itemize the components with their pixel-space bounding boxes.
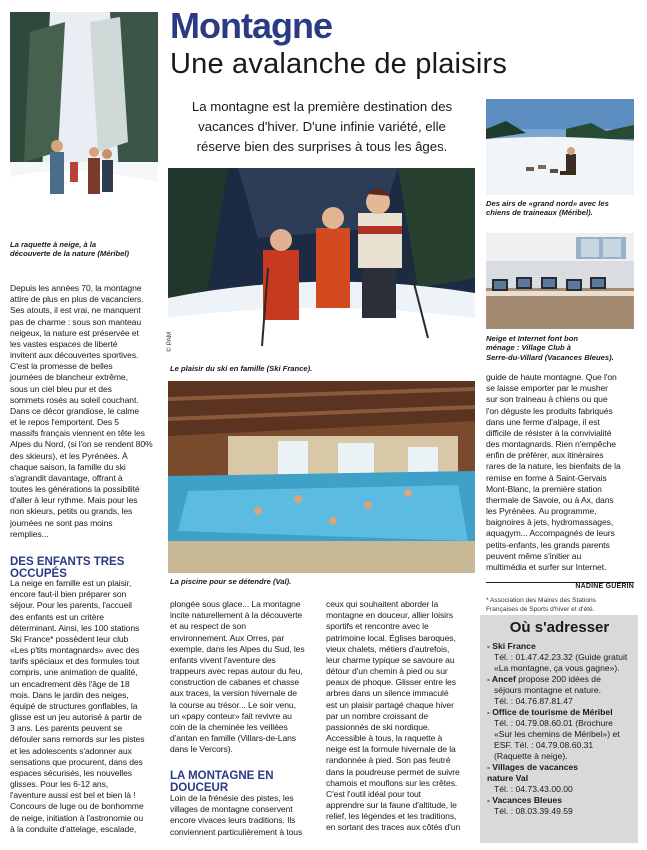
col3-line: sportifs et rencontre avec le (326, 621, 429, 632)
col3-line: arbres dans un silence immaculé (326, 688, 449, 699)
footnote (486, 597, 636, 615)
address-org: nature Val (487, 773, 529, 783)
address-line (487, 773, 632, 784)
col2-line: enfants vivent l'aventure des (170, 654, 276, 665)
col1-line: neigeux, la nature est préservée et (10, 327, 139, 338)
col1-line: l'aventure aussi est bel et bien là ! (10, 790, 136, 801)
col4-line: sur son traineau à chiens ou que (486, 394, 608, 405)
column-1-continued (10, 578, 162, 835)
col3-line: ceux qui souhaitent aborder la (326, 599, 439, 609)
col2-line: exemple, dans les Alpes du Sud, les (170, 643, 305, 654)
col1-line: déterminant. Ainsi, les 100 stations (10, 622, 140, 633)
col2-line: et au respect de son (170, 621, 246, 632)
col1-line: toutes les générations la possibilité (10, 484, 140, 495)
col2-line: plongée sous glace... La montagne (170, 599, 301, 609)
photo-internet (486, 233, 634, 329)
caption-internet (486, 334, 636, 362)
col1-line: mois. Dans le jardin des neiges, (10, 689, 129, 700)
address-text: «Sur les chemins de Méribel») et (494, 729, 620, 739)
col4-line: se laisse emporter par le musher (486, 383, 608, 394)
col1-line: sous un ciel bleu pur et des (10, 383, 112, 394)
address-line (487, 718, 632, 729)
address-line (487, 795, 632, 806)
col1-line: et les adolescents s'adonner aux (10, 745, 132, 756)
col4-line: enfin de préférer, aux itinéraires (486, 450, 604, 461)
col1-line: équipé de structures gonflables, la (10, 700, 138, 711)
address-org: - Vacances Bleues (487, 795, 563, 805)
col3-line: chamois et mouflons sur les crêtes. (326, 777, 458, 788)
caption-line: chiens de traineaux (Méribel). (486, 208, 593, 218)
col4-line: Mont-Blanc, la première station (486, 483, 602, 494)
photo-dogsled (486, 99, 634, 195)
col2-line: Loin de la frénésie des pistes, les (170, 793, 294, 803)
col4-line: l'on déguste les produits fabriqués (486, 405, 613, 416)
col1-line: des enfants est un critère (10, 611, 104, 622)
col1-line: 3 ans. Les parents peuvent se (10, 723, 123, 734)
address-text: Tél. : 01.47.42.23.32 (Guide gratuit (494, 652, 628, 662)
col3-line: leur charme typique se savoure au (326, 654, 455, 665)
col3-line: apprendre sur la faune d'altitude, le (326, 800, 457, 811)
col3-line: neige est la formule hivernale de la (326, 744, 456, 755)
address-text: «La montagne, ça vous gagne»). (494, 663, 620, 673)
caption-pool: La piscine pour se détendre (Val). (170, 577, 292, 586)
address-line (487, 663, 632, 674)
lead-paragraph (172, 97, 472, 156)
address-text: Tél. : 08.03.39.49.59 (494, 806, 573, 816)
col4-line: remise en forme à Saint-Gervais (486, 472, 607, 483)
kicker: Montagne (170, 5, 332, 46)
column-4 (486, 372, 638, 573)
col1-line: des skieurs), et les Pyrénées. À (10, 450, 128, 461)
col1-line: compris, une animation de qualité, (10, 667, 138, 678)
col4-line: petits-enfants, les grands parents (486, 539, 610, 550)
address-text: Tél. : 04.79.08.60.01 (Brochure (494, 718, 613, 728)
caption-family-ski: Le plaisir du ski en famille (Ski France). (170, 364, 313, 373)
address-line (487, 784, 632, 795)
address-org: - Office de tourisme de Méribel (487, 707, 613, 717)
col1-line: non skieurs, petits ou grands, les (10, 506, 133, 517)
lead-line: vacances d'hiver. D'une infinie variété, elle (198, 118, 446, 134)
col3-line: en sortant des traces aux côtés d'un (326, 822, 461, 833)
col4-line: des montagnards. Rien n'empêche (486, 439, 616, 450)
address-line (487, 641, 632, 652)
address-line (487, 696, 632, 707)
col1-line: attire de plus en plus de vacanciers. (10, 294, 144, 305)
col3-line: par un nombre croissant de (326, 710, 429, 721)
col3-line: randonnée à pied. Son pas feutré (326, 755, 451, 766)
col4-line: baignoires à jets, hydromassages, (486, 517, 614, 528)
caption-line: découverte de la nature (Méribel) (10, 249, 130, 259)
caption-line: La raquette à neige, à la (10, 240, 97, 249)
address-line (487, 652, 632, 663)
col3-line: Accessible à tous, la raquette à (326, 733, 443, 744)
address-text: (Raquette à neige). (494, 751, 568, 761)
col3-line: est un plaisir partagé chaque hiver (326, 699, 454, 710)
col3-line: patrimoine local. Églises baroques, (326, 632, 456, 643)
col1-line: s'agrandit davantage, offrant à (10, 472, 123, 483)
col1-line: Ses atouts, il est vrai, ne manquent (10, 305, 141, 316)
col1-line: défouler sans remords sur les pistes (10, 734, 145, 745)
col2-line: aux traces, la version hivernale de (170, 688, 297, 699)
col2-line: d'antan en famille (Villars-de-Lans (170, 733, 297, 744)
col1-line: et le repos l'emportent. Des 5 (10, 417, 119, 428)
col2-line: la course au trésor... Le soir venu, (170, 699, 296, 710)
col1-line: Depuis les années 70, la montagne (10, 283, 142, 293)
address-text: Tél. : 04.76.87.81.47 (494, 696, 573, 706)
headline: Une avalanche de plaisirs (170, 48, 508, 80)
caption-line: ménage : Village Club à (486, 343, 571, 353)
address-line (487, 674, 632, 685)
col1-line: C'est la promesse de belles (10, 361, 113, 372)
address-line (487, 685, 632, 696)
col3-line: détour d'un chemin à pied ou sur (326, 666, 448, 677)
caption-line: Serre-du-Villard (Vacances Bleues). (486, 352, 614, 362)
col3-line: vieux chalets, métiers d'autrefois, (326, 643, 450, 654)
col2-line: trappeurs avec repas autour du feu, (170, 666, 303, 677)
col1-line: les vastes espaces de liberté (10, 338, 118, 349)
col3-line: montagne en douceur, allier loisirs (326, 610, 453, 621)
col1-line: un encadrement dès l'âge de 18 (10, 678, 130, 689)
col2-line: encore vivaces leurs traditions. Ils (170, 815, 296, 826)
col2-line: un «papy conteur» fait revivre au (170, 710, 292, 721)
col1-line: pas de charme : sous son manteau (10, 316, 142, 327)
caption-line: Neige et Internet font bon (486, 334, 578, 343)
address-line (487, 751, 632, 762)
col2-line: dans le Vercors). (170, 744, 233, 755)
col2-line: coin de la cheminée les veillées (170, 721, 288, 732)
col3-line: dans la poudreuse permet de suivre (326, 766, 460, 777)
col1-line: massifs français viennent en tête les (10, 428, 145, 439)
col2-line: environnement. Aux Orres, par (170, 632, 285, 643)
col2-line: construction de cabanes et chasse (170, 677, 300, 688)
column-1 (10, 283, 160, 540)
address-org: - Ancef (487, 674, 516, 684)
col1-line: d'aller à leur rythme. Mais pour les (10, 495, 138, 506)
column-2 (170, 599, 320, 755)
col1-line: séjour. Pour les parents, l'accueil (10, 600, 132, 611)
address-line (487, 806, 632, 817)
col4-line: guide de haute montagne. Que l'on (486, 372, 617, 382)
photo-credit: © PAM (166, 331, 173, 352)
col4-line: peuvent même s'initier au (486, 550, 582, 561)
col1-line: espaces sécurisés, les nouvelles (10, 767, 132, 778)
caption-snowshoe (10, 240, 160, 259)
byline: NADINE GUÉRIN (575, 583, 634, 590)
address-list (487, 641, 632, 817)
col3-line: peaux de phoque. Glisser entre les (326, 677, 456, 688)
address-org: - Ski France (487, 641, 536, 651)
col4-line: difficile de résister à la convivialité (486, 427, 612, 438)
col1-line: encore faut-il bien préparer son (10, 589, 127, 600)
col4-line: dans une ferme d'alpage, il est (486, 416, 600, 427)
col1-line: glisse est un jeu autorisé à partir de (10, 712, 142, 723)
col1-line: Ski France* possèdent leur club (10, 633, 129, 644)
photo-family-ski (168, 168, 475, 360)
address-line (487, 707, 632, 718)
caption-dogsled (486, 199, 636, 218)
col1-line: glisses. Pour les 6-12 ans, (10, 779, 109, 790)
col1-line: sensations que procurent, dans des (10, 756, 143, 767)
subhead-douceur: LA MONTAGNE EN DOUCEUR (170, 770, 274, 794)
col3-line: relief, les légendes et les traditions, (326, 811, 457, 822)
address-text: séjours montagne et nature. (494, 685, 602, 695)
col3-line: passionnés de ski nordique. (326, 721, 430, 732)
lead-line: réserve bien des surprises à tous les âges. (196, 138, 448, 154)
caption-line: Des airs de «grand nord» avec les (486, 199, 609, 208)
col4-line: les Pyrénées. Au programme, (486, 506, 597, 517)
photo-pool (168, 381, 475, 573)
address-line (487, 762, 632, 773)
subhead-enfants: DES ENFANTS TRES OCCUPÉS (10, 556, 125, 580)
col4-line: multimédia et surfer sur Internet. (486, 561, 607, 572)
col1-line: journées de blancheur extrême, (10, 372, 128, 383)
col1-line: Concours de luge ou de bonhomme (10, 801, 144, 812)
col1-line: Dans ce décor grandiose, le calme (10, 405, 140, 416)
col2-line: villages de montagne conservent (170, 804, 293, 815)
address-line (487, 729, 632, 740)
photo-snowshoe (10, 12, 158, 236)
lead-line: La montagne est la première destination des (191, 99, 453, 114)
footnote-line: * Association des Maires des Stations (486, 597, 596, 604)
col1-line: à la conduite d'attelage, escalade, (10, 823, 137, 834)
col3-line: C'est l'outil idéal pour tout (326, 788, 421, 799)
col1-line: tarifs spéciaux et des formules tout (10, 656, 140, 667)
col1-line: journées ne sont pas moins (10, 517, 113, 528)
col1-line: de neige, initiation à l'astronomie ou (10, 812, 144, 823)
col4-line: rares de la nature, les bienfaits de la (486, 461, 621, 472)
address-text: propose 200 idées de (515, 674, 601, 684)
col1-line: sommets rosés au soleil couchant. (10, 394, 139, 405)
col1-line: La neige en famille est un plaisir, (10, 578, 132, 588)
col2-line: incite naturellement à la découverte (170, 610, 303, 621)
address-title: Où s'adresser (509, 619, 610, 636)
footnote-line: Françaises de Sports d'hiver et d'été. (486, 605, 595, 613)
address-text: Tél. : 04.73.43.00.00 (494, 784, 573, 794)
column-3 (326, 599, 478, 834)
col2-line: conviennent particulièrement à tous (170, 826, 303, 837)
column-2-continued (170, 793, 320, 838)
col4-line: thermale de Savoie, ou à Ax, dans (486, 494, 614, 505)
address-org: - Villages de vacances (487, 762, 579, 772)
col1-line: chaque saison, la famille du ski (10, 461, 126, 472)
address-box (480, 615, 638, 843)
address-text: ESF. Tél. : 04.79.08.60.31 (494, 740, 594, 750)
col1-line: remplies... (10, 528, 49, 539)
col1-line: invitent aux découvertes sportives. (10, 350, 139, 361)
col1-line: «Les p'tits montagnards» avec des (10, 645, 140, 656)
col4-line: aquagym... Accompagnés de leurs (486, 528, 615, 539)
col1-line: Alpes du Nord, (si l'on se rendent 80% (10, 439, 153, 450)
address-line (487, 740, 632, 751)
